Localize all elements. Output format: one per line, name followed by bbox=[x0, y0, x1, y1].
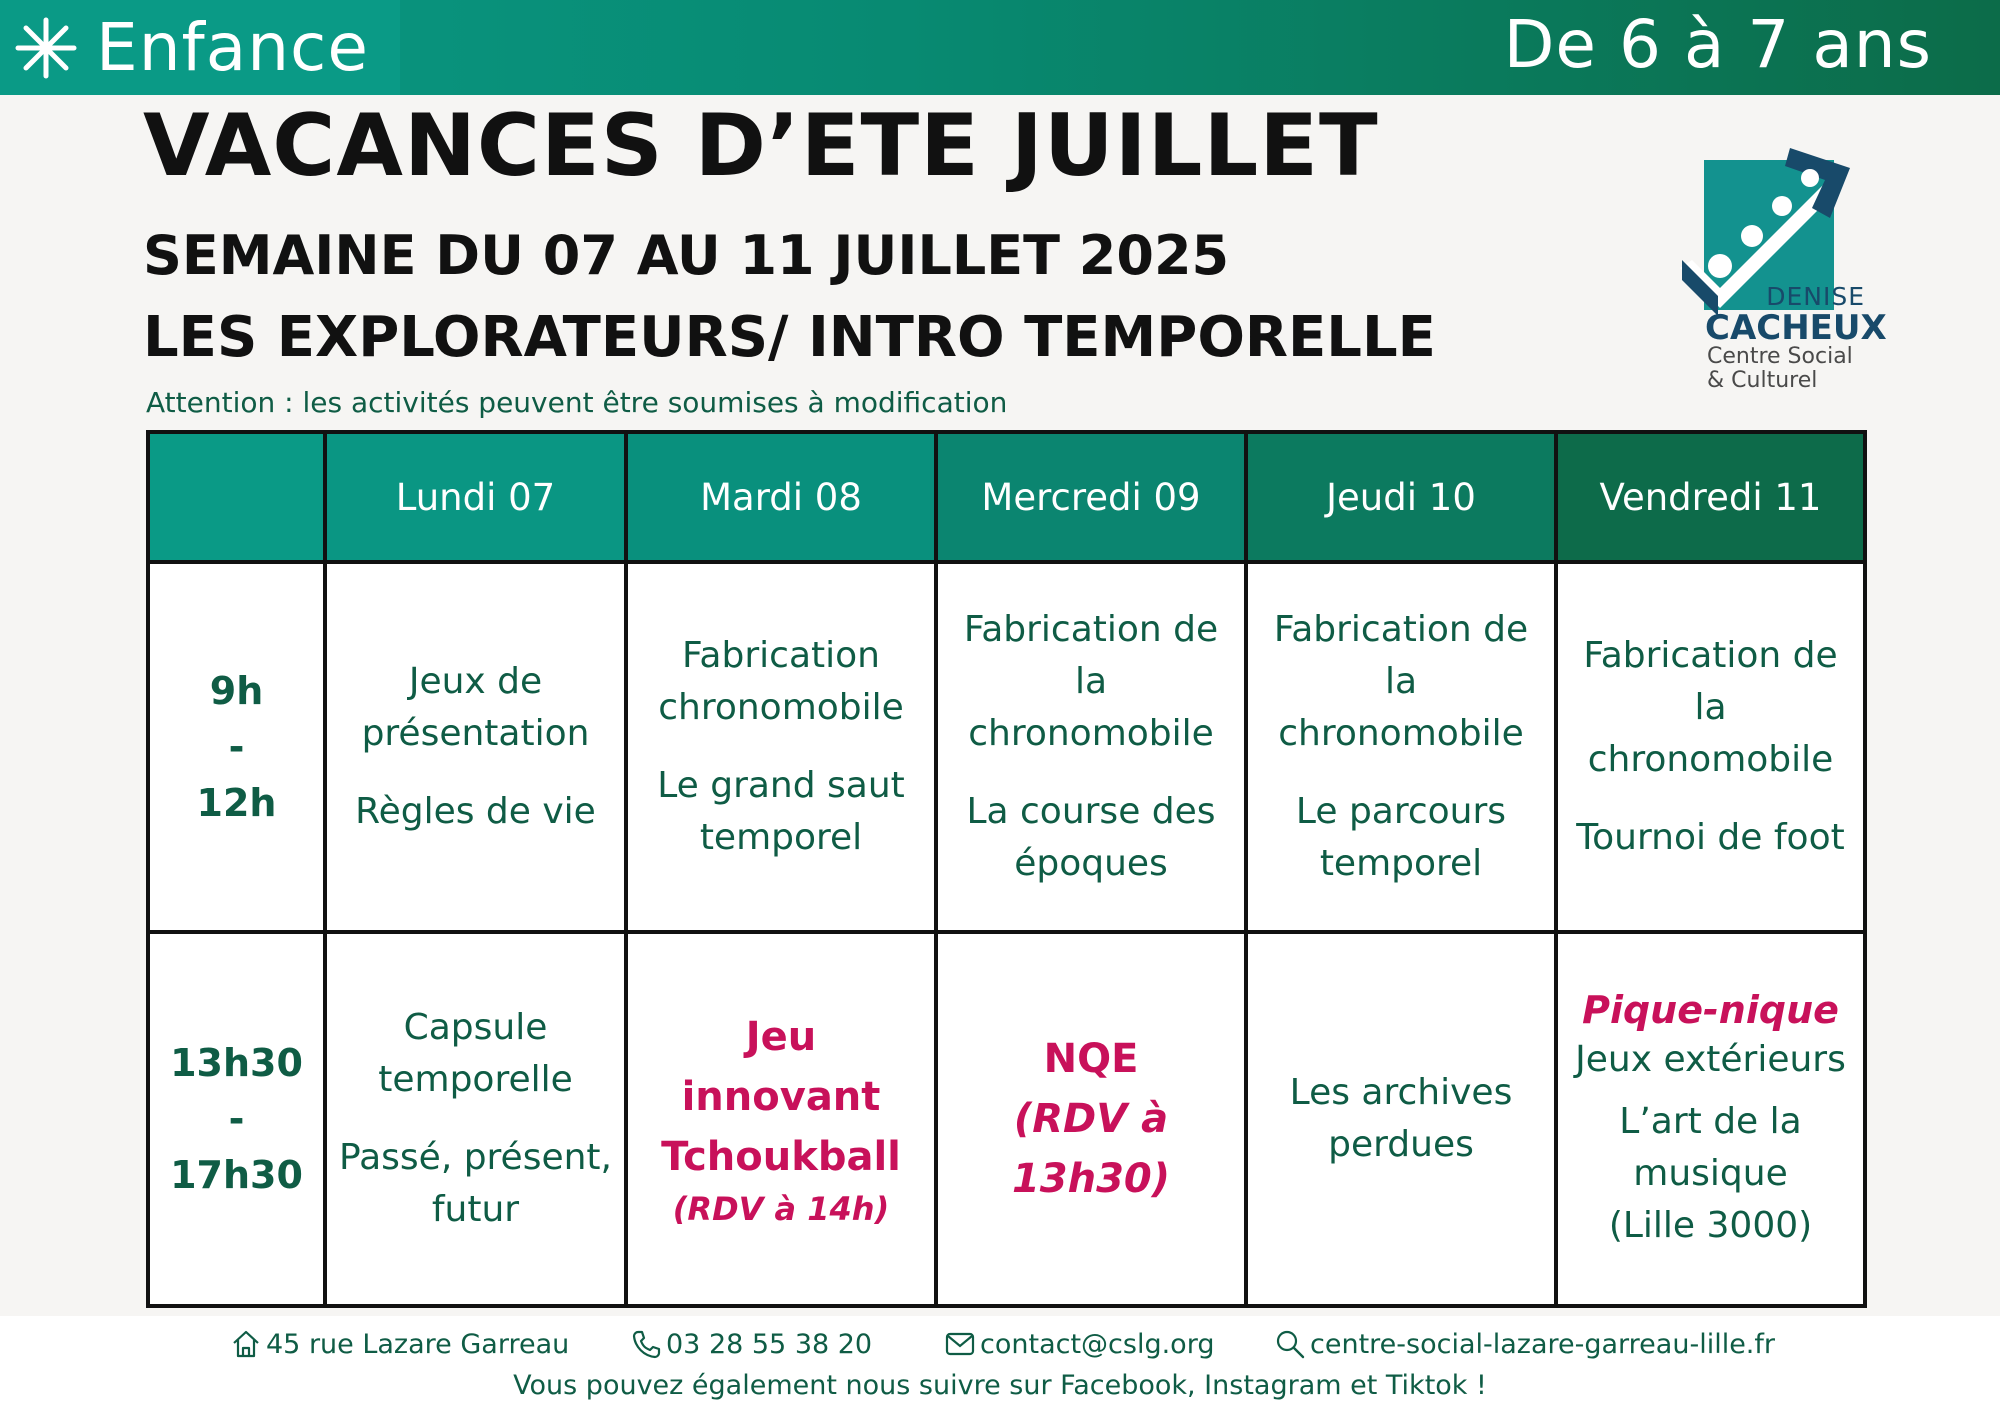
time-start: 9h bbox=[209, 669, 264, 713]
day-header-vendredi: Vendredi 11 bbox=[1556, 432, 1865, 562]
meeting-time-note: (RDV à 14h) bbox=[672, 1190, 890, 1228]
week-subtitle: SEMAINE DU 07 AU 11 JUILLET 2025 bbox=[143, 224, 1230, 287]
table-header-row bbox=[148, 432, 1865, 562]
address-item bbox=[230, 1328, 569, 1360]
day-header-jeudi: Jeudi 10 bbox=[1246, 432, 1556, 562]
header-empty-cell bbox=[148, 432, 325, 562]
category-badge bbox=[0, 0, 400, 95]
cell-jeudi-afternoon bbox=[1246, 932, 1556, 1306]
table-row-morning bbox=[148, 562, 1865, 932]
cell-lundi-afternoon bbox=[325, 932, 626, 1306]
website-item bbox=[1274, 1328, 1775, 1360]
home-icon bbox=[230, 1328, 262, 1360]
age-range: De 6 à 7 ans bbox=[1503, 6, 1932, 83]
time-separator: - bbox=[228, 1097, 245, 1141]
activity: Fabrication de la chronomobile bbox=[963, 609, 1219, 754]
activity: Jeux de présentation bbox=[361, 661, 590, 754]
theme-title: LES EXPLORATEURS/ INTRO TEMPORELLE bbox=[143, 305, 1436, 370]
logo-centre-social: Centre Social bbox=[1707, 344, 1853, 369]
logo-denise: DENISE bbox=[1766, 282, 1865, 311]
address-text: 45 rue Lazare Garreau bbox=[266, 1328, 570, 1360]
cell-mardi-morning bbox=[626, 562, 936, 932]
activity: Règles de vie bbox=[355, 791, 596, 832]
modification-notice: Attention : les activités peuvent être soumises à modification bbox=[146, 386, 1008, 419]
contact-line bbox=[0, 1328, 2000, 1368]
activity: L’art de la musique bbox=[1619, 1101, 1802, 1194]
logo-culturel: & Culturel bbox=[1707, 368, 1818, 393]
highlight-activity: innovant bbox=[681, 1074, 881, 1120]
time-end: 17h30 bbox=[170, 1153, 303, 1197]
social-follow-text: Vous pouvez également nous suivre sur Facebook, Instagram et Tiktok ! bbox=[513, 1370, 1487, 1401]
cell-mercredi-afternoon bbox=[936, 932, 1246, 1306]
email-link[interactable]: contact@cslg.org bbox=[980, 1328, 1215, 1360]
time-slot-morning bbox=[148, 562, 325, 932]
activity: Le parcours temporel bbox=[1295, 791, 1507, 884]
day-header-mercredi: Mercredi 09 bbox=[936, 432, 1246, 562]
activity: Les archives perdues bbox=[1289, 1072, 1513, 1165]
phone-icon bbox=[630, 1328, 662, 1360]
time-separator: - bbox=[228, 725, 245, 769]
activity: Passé, présent, futur bbox=[339, 1137, 612, 1230]
cell-vendredi-morning bbox=[1556, 562, 1865, 932]
category-label: Enfance bbox=[96, 9, 369, 86]
page-title: VACANCES D’ETE JUILLET bbox=[143, 96, 1379, 196]
highlight-activity: Jeu bbox=[745, 1014, 817, 1060]
table-row-afternoon bbox=[148, 932, 1865, 1306]
highlight-activity: Pique-nique bbox=[1582, 988, 1839, 1032]
day-header-mardi: Mardi 08 bbox=[626, 432, 936, 562]
time-end: 12h bbox=[196, 781, 277, 825]
activity: Capsule temporelle bbox=[378, 1007, 573, 1100]
activity: Fabrication de la chronomobile bbox=[1583, 635, 1838, 780]
activity-schedule-table bbox=[146, 430, 1867, 1308]
logo-cacheux: CACHEUX bbox=[1705, 308, 1887, 348]
cell-mercredi-morning bbox=[936, 562, 1246, 932]
activity: (Lille 3000) bbox=[1608, 1205, 1813, 1246]
activity: Jeux extérieurs bbox=[1575, 1039, 1846, 1080]
phone-text[interactable]: 03 28 55 38 20 bbox=[666, 1328, 873, 1360]
website-link[interactable]: centre-social-lazare-garreau-lille.fr bbox=[1310, 1328, 1775, 1360]
day-header-lundi: Lundi 07 bbox=[325, 432, 626, 562]
time-slot-afternoon bbox=[148, 932, 325, 1306]
cell-mardi-afternoon bbox=[626, 932, 936, 1306]
highlight-activity: Tchoukball bbox=[661, 1134, 901, 1180]
asterisk-star-icon bbox=[10, 12, 82, 84]
activity: Tournoi de foot bbox=[1576, 817, 1845, 858]
email-item bbox=[944, 1328, 1214, 1360]
footer bbox=[0, 1316, 2000, 1414]
search-icon bbox=[1274, 1328, 1306, 1360]
cell-jeudi-morning bbox=[1246, 562, 1556, 932]
activity: La course des époques bbox=[966, 791, 1216, 884]
activity: Fabrication de la chronomobile bbox=[1273, 609, 1529, 754]
cell-lundi-morning bbox=[325, 562, 626, 932]
logo-text bbox=[1705, 282, 1887, 393]
highlight-activity: NQE bbox=[1043, 1036, 1139, 1082]
cell-vendredi-afternoon bbox=[1556, 932, 1865, 1306]
envelope-icon bbox=[944, 1328, 976, 1360]
activity: Le grand saut temporel bbox=[657, 765, 905, 858]
meeting-time-note: (RDV à bbox=[1013, 1096, 1169, 1142]
phone-item bbox=[630, 1328, 872, 1360]
meeting-time-note: 13h30) bbox=[1011, 1156, 1171, 1202]
time-start: 13h30 bbox=[170, 1041, 303, 1085]
activity: Fabrication chronomobile bbox=[658, 635, 904, 728]
